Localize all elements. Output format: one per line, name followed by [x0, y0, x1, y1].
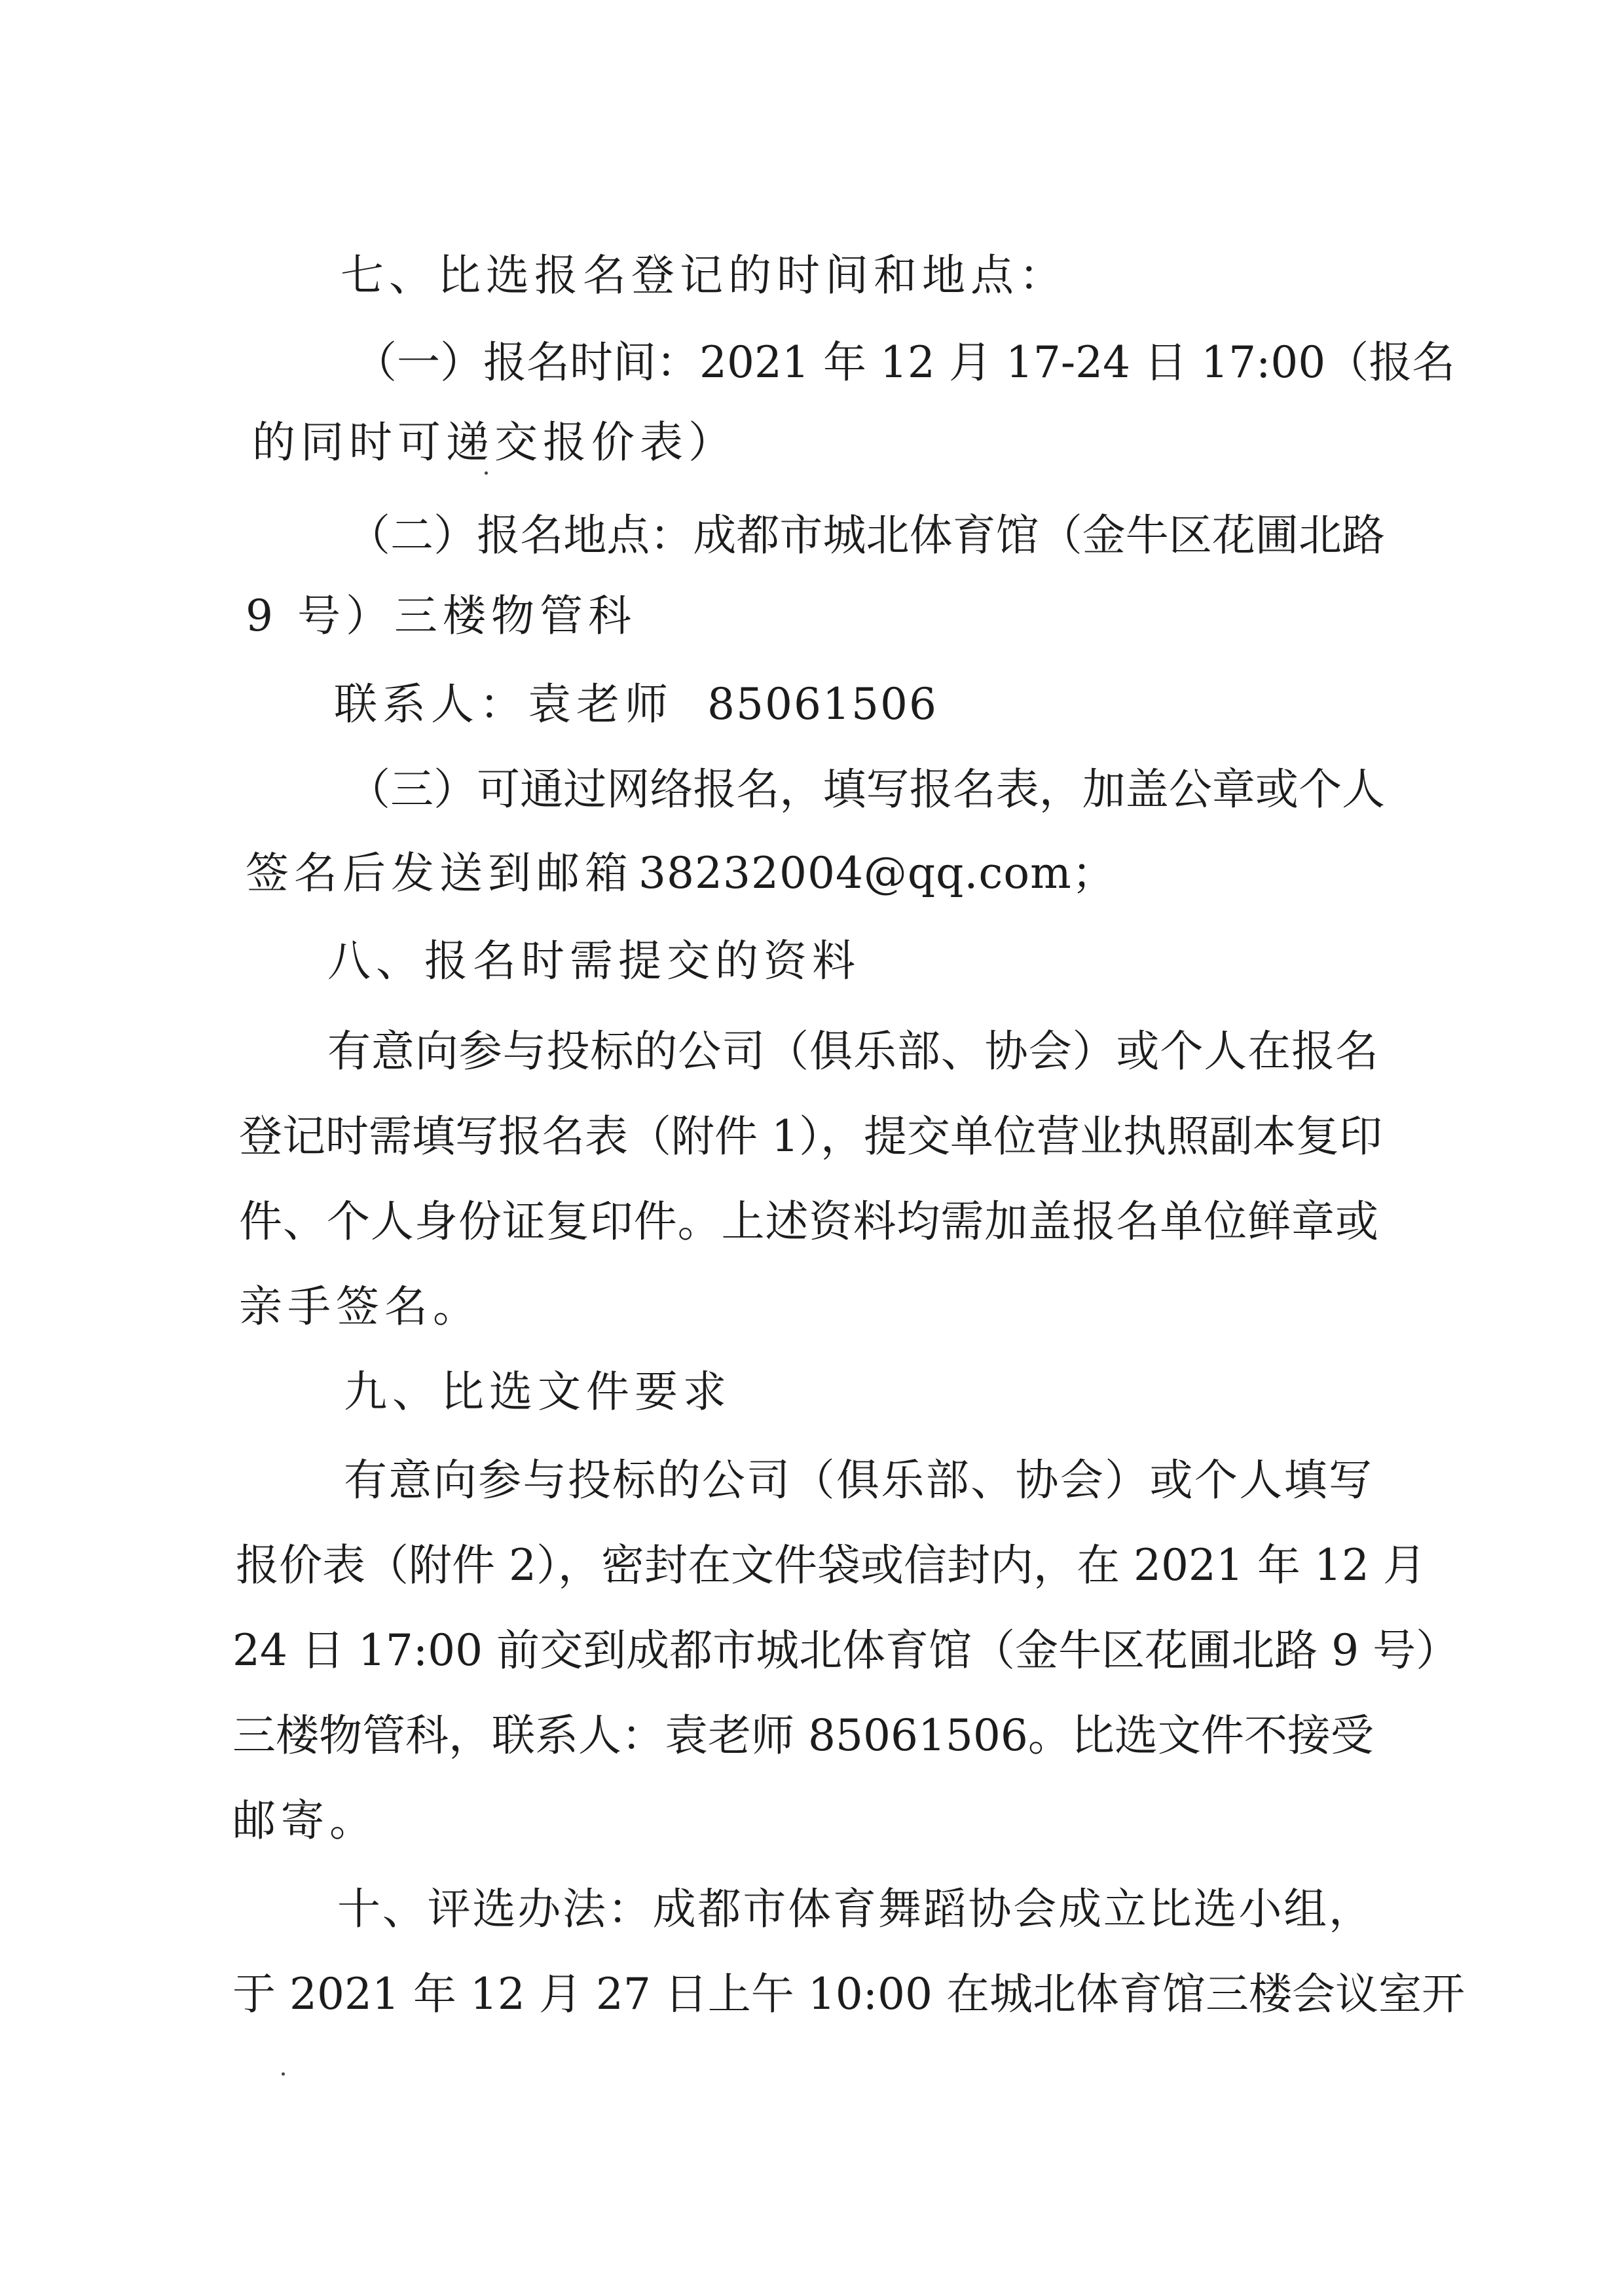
section8-para-line3: 件、个人身份证复印件。上述资料均需加盖报名单位鲜章或: [239, 1196, 1378, 1247]
section7-item1-line2: 的同时可递交报价表）: [252, 417, 737, 468]
section9-heading: 九、比选文件要求: [344, 1367, 731, 1417]
contact-phone: 85061506: [707, 679, 938, 729]
scan-speck: [282, 2072, 285, 2076]
scan-speck: [485, 471, 488, 475]
section9-para-line2: 报价表（附件 2），密封在文件袋或信封内，在 2021 年 12 月: [236, 1540, 1426, 1590]
section7-item2-line1: （二）报名地点：成都市城北体育馆（金牛区花圃北路: [347, 510, 1385, 560]
section9-para-line5: 邮寄。: [232, 1795, 378, 1846]
section9-para-line3: 24 日 17:00 前交到成都市城北体育馆（金牛区花圃北路 9 号）: [232, 1625, 1460, 1676]
section7-heading: 七、比选报名登记的时间和地点：: [341, 250, 1067, 301]
section9-para-line1: 有意向参与投标的公司（俱乐部、协会）或个人填写: [344, 1455, 1372, 1505]
section8-para-line4: 亲手签名。: [239, 1281, 481, 1332]
contact-label: 联系人：袁老师: [334, 679, 673, 729]
section8-para-line2: 登记时需填写报名表（附件 1），提交单位营业执照副本复印: [239, 1111, 1382, 1162]
section7-item2-line2: 9 号）三楼物管科: [246, 591, 637, 641]
email-address: 38232004@qq.com；: [638, 848, 1116, 898]
section8-para-line1: 有意向参与投标的公司（俱乐部、协会）或个人在报名: [327, 1026, 1378, 1076]
section10-para-line1: 十、评选办法：成都市体育舞蹈协会成立比选小组，: [337, 1884, 1372, 1934]
section7-item3-line1: （三）可通过网络报名，填写报名表，加盖公章或个人: [347, 764, 1385, 815]
section7-item3-line2-label: 签名后发送到邮箱: [246, 848, 633, 898]
section9-para-line4: 三楼物管科，联系人：袁老师 85061506。比选文件不接受: [232, 1710, 1374, 1761]
section10-para-line2: 于 2021 年 12 月 27 日上午 10:00 在城北体育馆三楼会议室开: [232, 1969, 1465, 2019]
section7-item1-line1: （一）报名时间：2021 年 12 月 17-24 日 17:00（报名: [354, 337, 1456, 388]
section8-heading: 八、报名时需提交的资料: [327, 936, 860, 986]
